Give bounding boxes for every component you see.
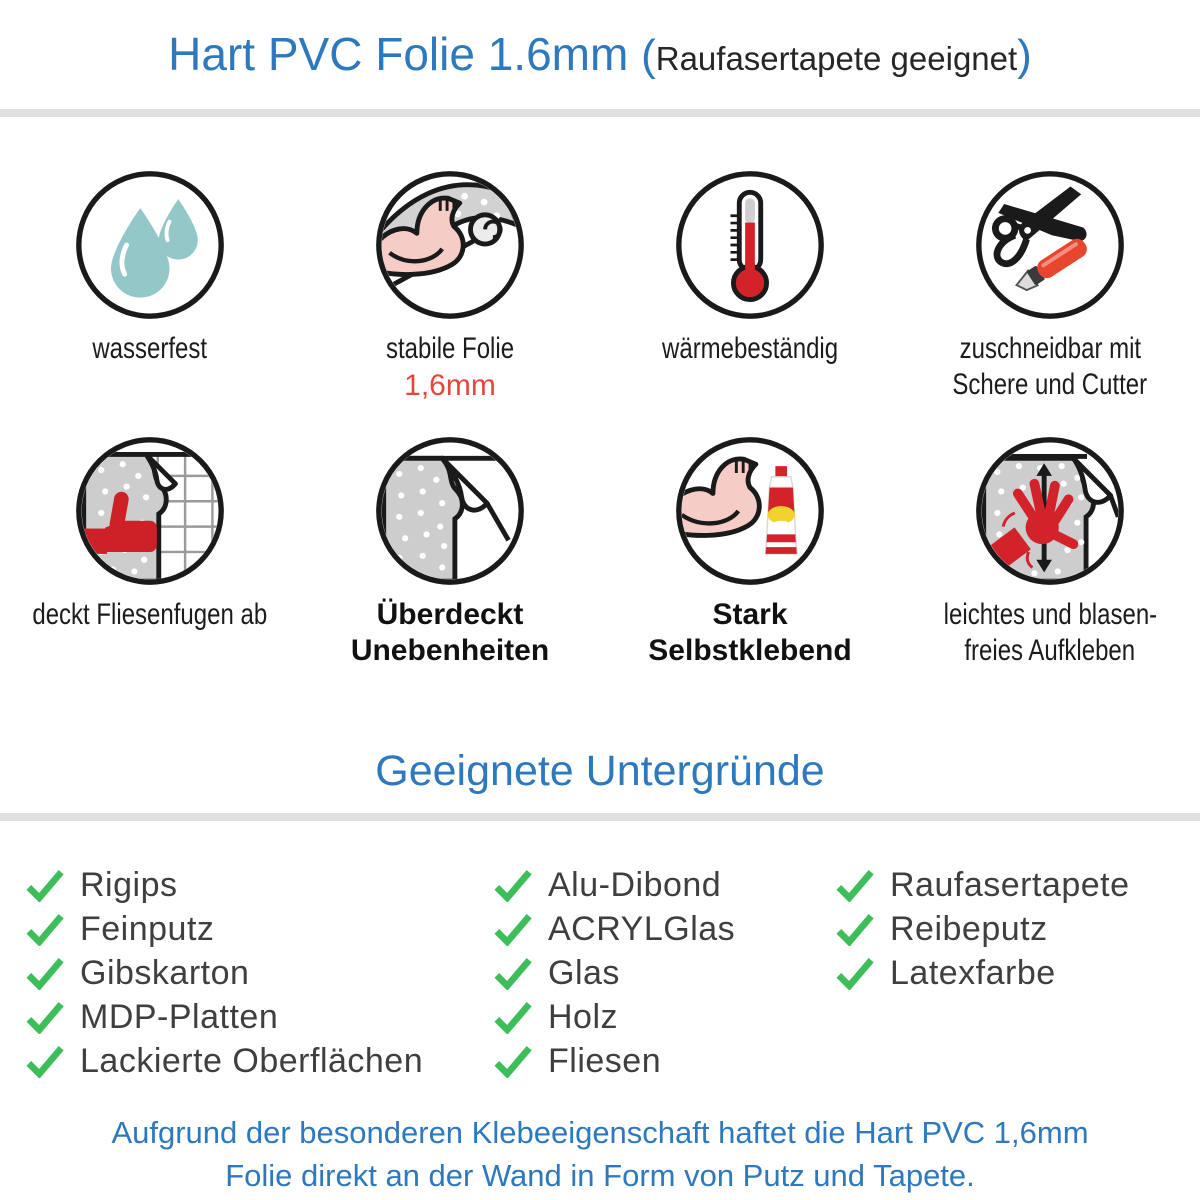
divider-bar-middle	[0, 813, 1200, 821]
feature-stark-selbstklebend	[600, 433, 900, 669]
paren-close: )	[1017, 31, 1032, 80]
substrates-list	[0, 863, 1200, 1083]
substrate-item: Fliesen	[494, 1039, 836, 1083]
feature-label: Überdeckt	[376, 598, 524, 631]
feature-waermebestaendig	[600, 167, 900, 403]
paren-open: (	[641, 31, 656, 80]
feature-label-line2: Selbstklebend	[648, 634, 852, 667]
feature-label-line2: Unebenheiten	[350, 634, 550, 667]
thumb-up-tiles-icon	[72, 433, 228, 589]
feature-label: wärmebeständig	[661, 332, 839, 365]
substrate-item: Reibeputz	[836, 907, 1200, 951]
check-icon	[26, 869, 64, 902]
check-icon	[26, 957, 64, 990]
substrate-item: Rigips	[26, 863, 494, 907]
feature-label: zuschneidbar mit	[959, 332, 1141, 365]
section-title: Geeignete Untergründe	[375, 747, 825, 795]
feature-label: wasserfest	[92, 332, 208, 365]
feature-wasserfest	[0, 167, 300, 403]
feature-label: Stark	[712, 598, 788, 631]
check-icon	[26, 1045, 64, 1078]
feature-fliesenfugen	[0, 433, 300, 669]
foil-fold-icon	[372, 433, 528, 589]
substrate-item: Alu-Dibond	[494, 863, 836, 907]
check-icon	[836, 869, 874, 902]
feature-label: stabile Folie	[385, 332, 515, 365]
check-icon	[836, 913, 874, 946]
substrates-column-2	[494, 863, 836, 1083]
substrate-item: Holz	[494, 995, 836, 1039]
feature-sublabel-red: 1,6mm	[404, 369, 496, 402]
substrate-item: MDP-Platten	[26, 995, 494, 1039]
substrate-item: Glas	[494, 951, 836, 995]
feature-zuschneidbar	[900, 167, 1200, 403]
feature-grid	[0, 167, 1200, 669]
check-icon	[26, 1001, 64, 1034]
footer-line-1: Aufgrund der besonderen Klebeeigenschaft haftet die Hart PVC 1,6mm	[111, 1115, 1089, 1150]
substrates-column-1	[26, 863, 494, 1083]
page-title	[0, 0, 1200, 87]
substrate-item: Latexfarbe	[836, 951, 1200, 995]
check-icon	[494, 1045, 532, 1078]
footer-line-2: Folie direkt an der Wand in Form von Putz und Tapete.	[225, 1158, 975, 1193]
check-icon	[494, 957, 532, 990]
check-icon	[494, 1001, 532, 1034]
substrate-item: ACRYLGlas	[494, 907, 836, 951]
substrate-item: Feinputz	[26, 907, 494, 951]
substrates-column-3	[836, 863, 1200, 1083]
substrate-item: Lackierte Oberflächen	[26, 1039, 494, 1083]
check-icon	[836, 957, 874, 990]
check-icon	[494, 913, 532, 946]
feature-label-line2: freies Aufkleben	[964, 634, 1136, 667]
page-title-main: Hart PVC Folie 1.6mm	[168, 28, 642, 80]
feature-label: leichtes und blasen-	[943, 598, 1157, 631]
page-title-paren-text: Raufasertapete geeignet	[655, 40, 1018, 77]
muscle-arm-glue-icon	[672, 433, 828, 589]
feature-ueberdeckt-unebenheiten	[300, 433, 600, 669]
scissors-cutter-icon	[972, 167, 1128, 323]
check-icon	[26, 913, 64, 946]
water-drops-icon	[72, 167, 228, 323]
check-icon	[494, 869, 532, 902]
divider-bar-top	[0, 109, 1200, 117]
feature-blasenfrei	[900, 433, 1200, 669]
substrate-item: Gibskarton	[26, 951, 494, 995]
feature-label-line2: Schere und Cutter	[952, 368, 1148, 401]
feature-stabile-folie	[300, 167, 600, 403]
thermometer-icon	[672, 167, 828, 323]
footer-note	[0, 1111, 1200, 1197]
muscle-arm-foil-icon	[372, 167, 528, 323]
substrate-item: Raufasertapete	[836, 863, 1200, 907]
feature-label: deckt Fliesenfugen ab	[32, 598, 268, 631]
hand-press-foil-icon	[972, 433, 1128, 589]
